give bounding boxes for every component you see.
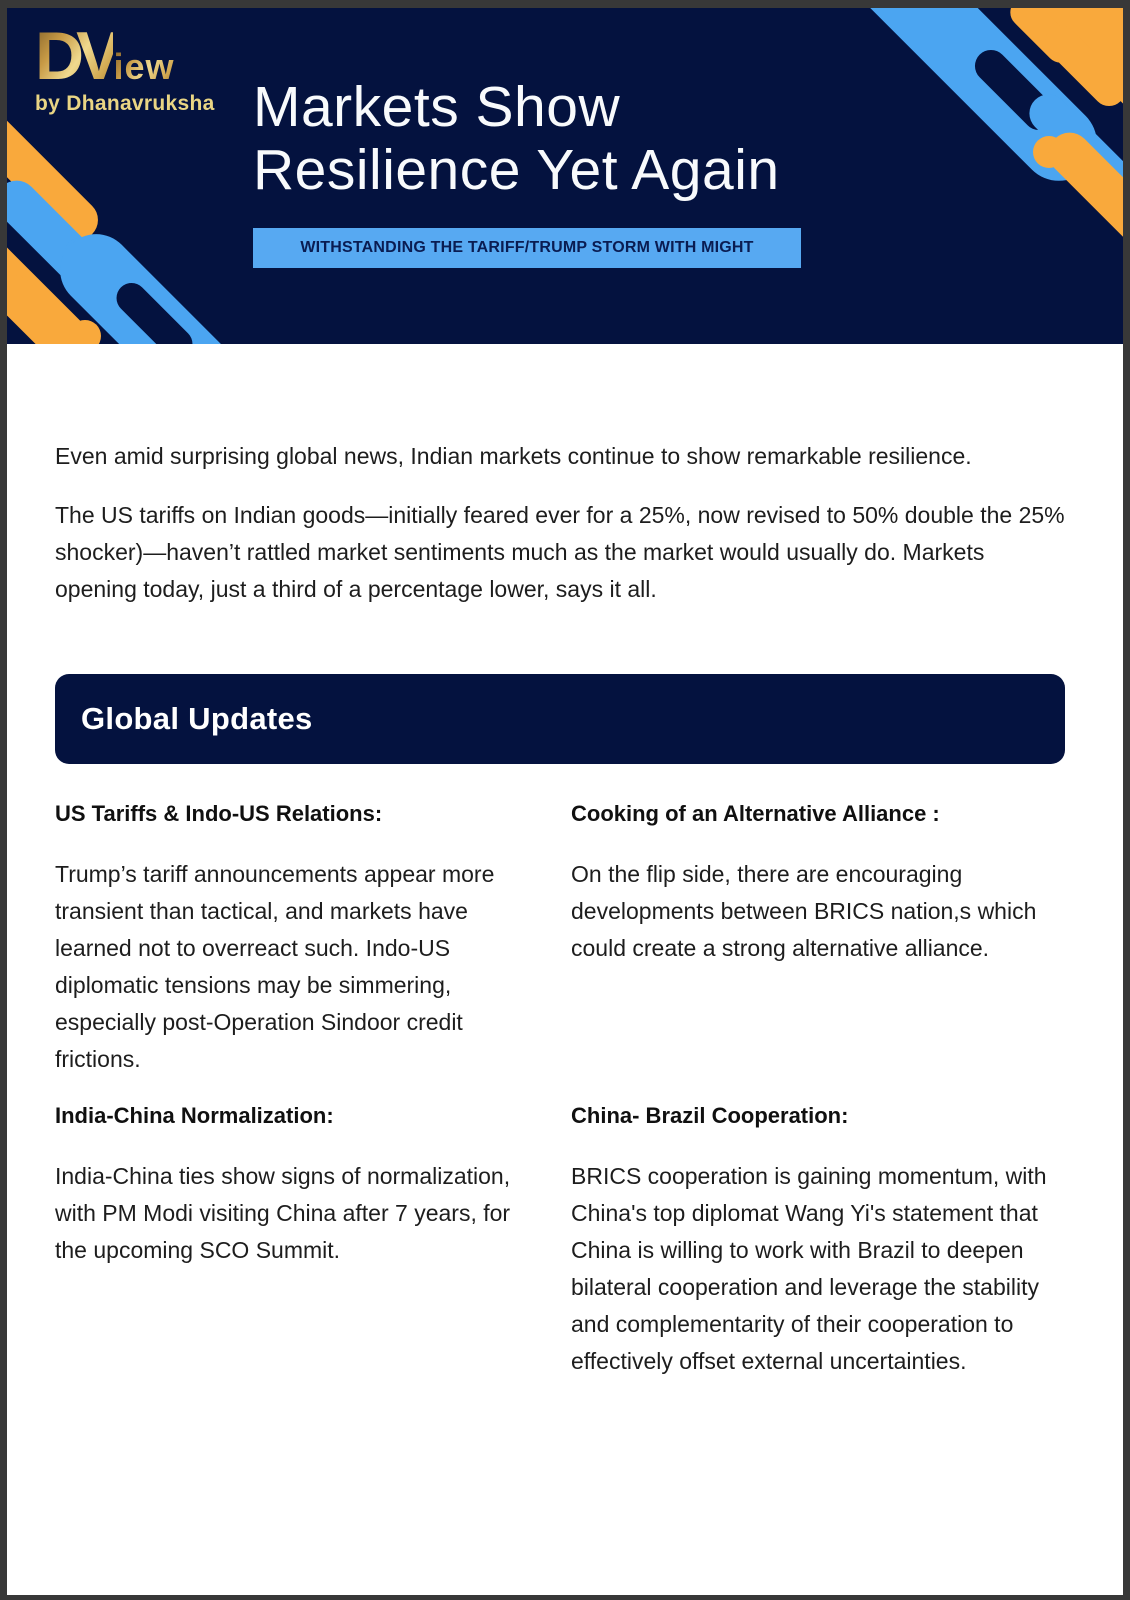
intro-paragraph-2: The US tariffs on Indian goods—initially feared ever for a 25%, now revised to 50% double the 25% shocker)—haven’t rattled market sentiments much as the market would usually do. Markets opening today, just a third of a percentage lower, says it all. <box>55 502 1065 602</box>
updates-grid <box>55 798 1065 1380</box>
update-item-us-tariffs <box>55 798 545 1078</box>
hero-header <box>7 8 1123 344</box>
brand-logo <box>35 18 215 116</box>
subtitle-banner <box>253 228 801 268</box>
update-item-india-china <box>55 1100 545 1380</box>
update-heading: India-China Normalization: <box>55 1103 334 1128</box>
logo-monogram: DV <box>35 18 114 94</box>
logo-suffix: iew <box>113 46 175 87</box>
update-heading: Cooking of an Alternative Alliance : <box>571 801 940 826</box>
newsletter-page <box>7 8 1123 1595</box>
update-body: India-China ties show signs of normalization, with PM Modi visiting China after 7 years, for the upcoming SCO Summit. <box>55 1163 511 1263</box>
update-body: BRICS cooperation is gaining momentum, with China's top diplomat Wang Yi's statement that China is willing to work with Brazil to deepen bilateral cooperation and leverage the stability and complementarity of their cooperation to effectively offset external uncertainties. <box>571 1163 1047 1374</box>
update-heading: China- Brazil Cooperation: <box>571 1103 849 1128</box>
subtitle-banner-text: WITHSTANDING THE TARIFF/TRUMP STORM WITH MIGHT <box>300 239 754 256</box>
decor-circle <box>69 320 101 344</box>
update-item-alternative-alliance <box>571 798 1065 1078</box>
main-content <box>7 344 1123 1380</box>
intro-paragraph-1: Even amid surprising global news, Indian markets continue to show remarkable resilience. <box>55 443 972 469</box>
page-title <box>253 76 780 202</box>
update-body: Trump’s tariff announcements appear more transient than tactical, and markets have learned not to overreact such. Indo-US diplomatic tensions may be simmering, especially post-Operation Sindoor credit frictions. <box>55 861 495 1072</box>
section-title: Global Updates <box>81 701 313 736</box>
update-heading: US Tariffs & Indo-US Relations: <box>55 801 383 826</box>
logo-byline: by Dhanavruksha <box>35 92 215 115</box>
update-item-china-brazil <box>571 1100 1065 1380</box>
update-body: On the flip side, there are encouraging developments between BRICS nation,s which could create a strong alternative alliance. <box>571 861 1037 961</box>
title-line-2: Resilience Yet Again <box>253 138 780 202</box>
section-header-global-updates <box>55 674 1065 764</box>
title-line-1: Markets Show <box>253 75 621 139</box>
